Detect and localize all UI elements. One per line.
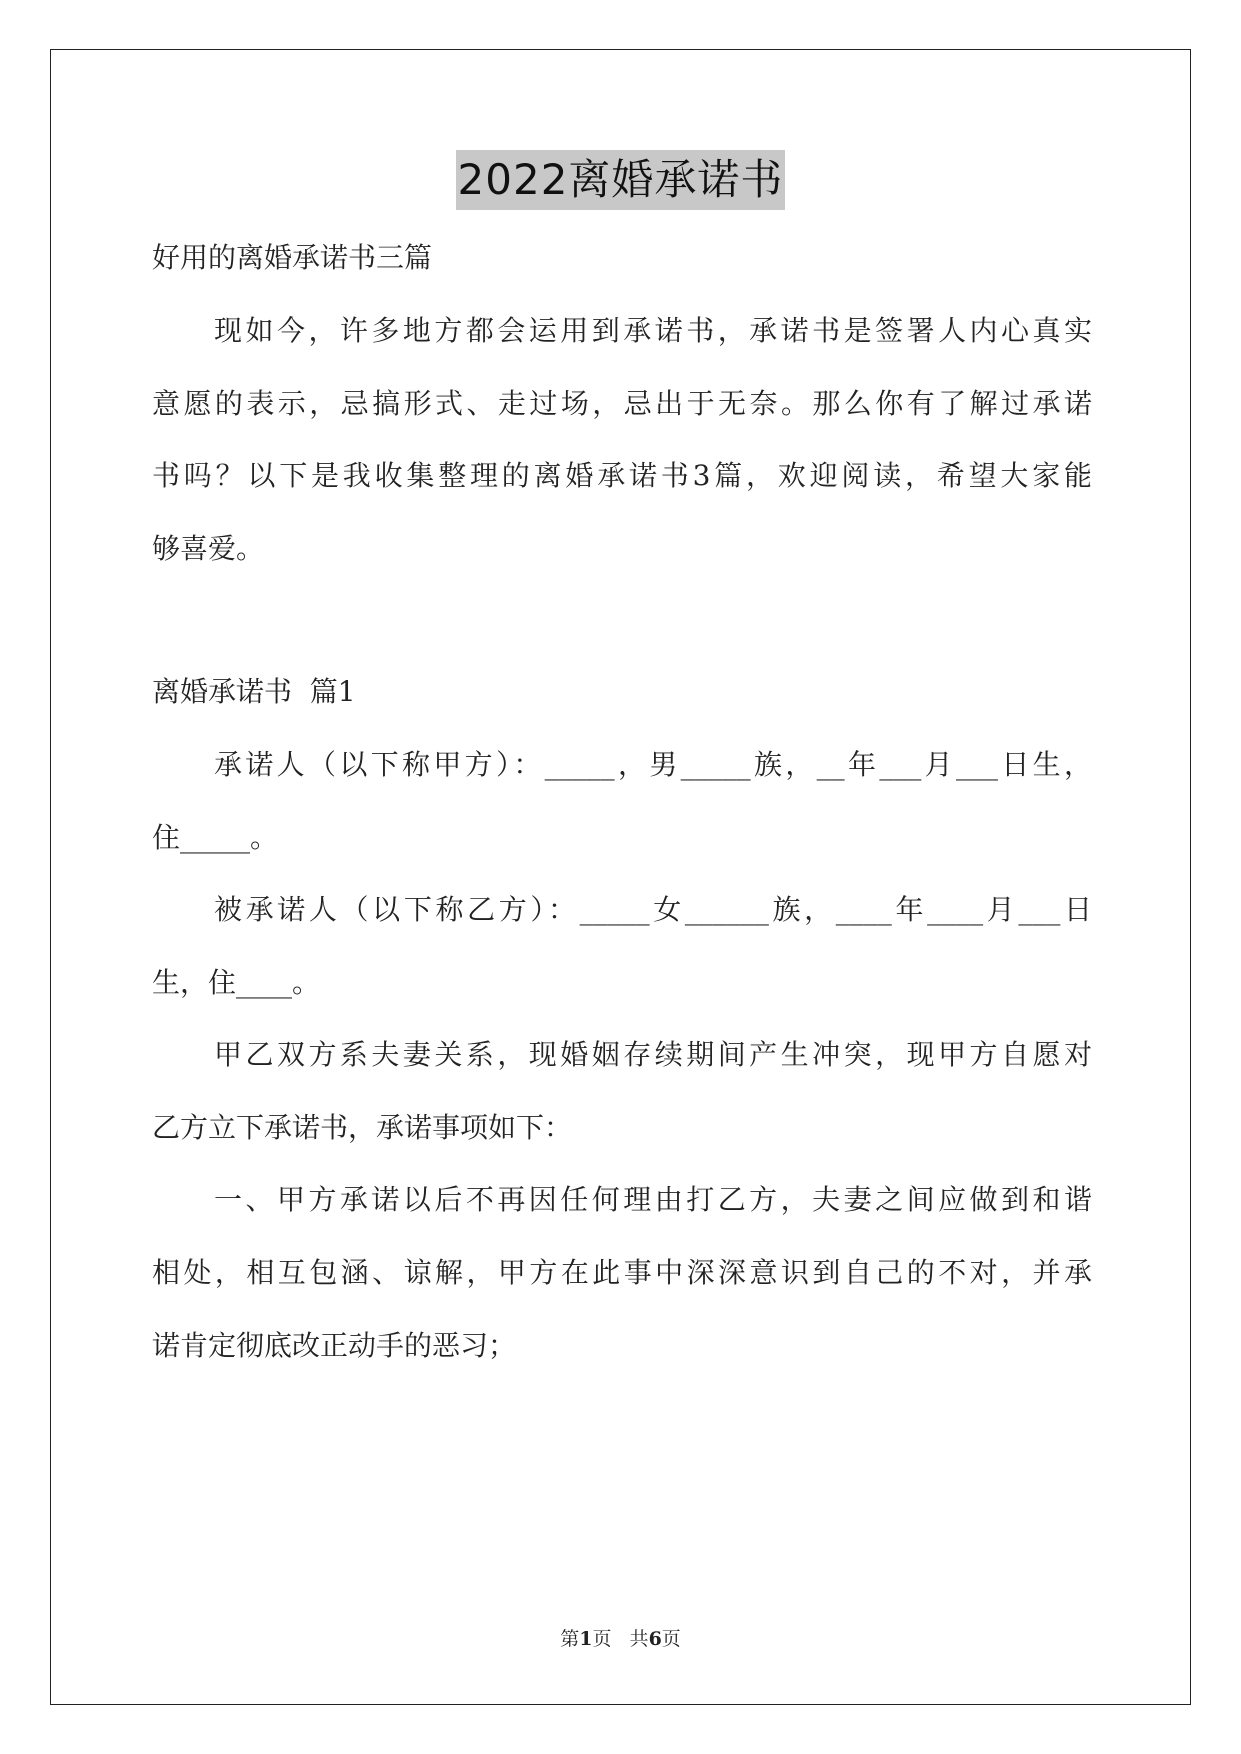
footer-page-suffix: 页: [661, 1628, 681, 1650]
body-line-6: 乙方立下承诺书，承诺事项如下：: [152, 1111, 573, 1144]
document-title: 2022离婚承诺书: [456, 150, 786, 210]
body-line-2: 住_____。: [152, 821, 279, 854]
section-heading: 离婚承诺书 篇1: [152, 675, 356, 708]
document-subtitle: 好用的离婚承诺书三篇: [152, 241, 433, 274]
body-line-7: 一、甲方承诺以后不再因任何理由打乙方，夫妻之间应做到和谐: [214, 1183, 1092, 1216]
footer-page-prefix: 第: [560, 1628, 580, 1650]
footer-page-total: 6: [648, 1628, 662, 1650]
body-line-4: 生，住____。: [152, 966, 321, 999]
page-border: [50, 49, 1191, 1705]
footer-page-current: 1: [579, 1628, 593, 1650]
body-line-5: 甲乙双方系夫妻关系，现婚姻存续期间产生冲突，现甲方自愿对: [214, 1038, 1092, 1071]
intro-line-2: 意愿的表示，忌搞形式、走过场，忌出于无奈。那么你有了解过承诺: [152, 387, 1092, 420]
intro-line-3: 书吗？以下是我收集整理的离婚承诺书3篇，欢迎阅读，希望大家能: [152, 459, 1092, 492]
page-footer: [0, 1624, 1241, 1651]
intro-line-1: 现如今，许多地方都会运用到承诺书，承诺书是签署人内心真实: [214, 314, 1092, 347]
body-line-1: 承诺人（以下称甲方）：_____，男_____族，__年___月___日生，: [214, 748, 1092, 781]
body-line-8: 相处，相互包涵、谅解，甲方在此事中深深意识到自己的不对，并承: [152, 1256, 1092, 1289]
body-line-3: 被承诺人（以下称乙方）：_____女______族，____年____月___日: [214, 893, 1092, 926]
intro-line-4: 够喜爱。: [152, 532, 265, 565]
title-container: [0, 150, 1241, 210]
body-line-9: 诺肯定彻底改正动手的恶习；: [152, 1329, 517, 1362]
footer-page-mid: 页 共: [592, 1628, 649, 1650]
